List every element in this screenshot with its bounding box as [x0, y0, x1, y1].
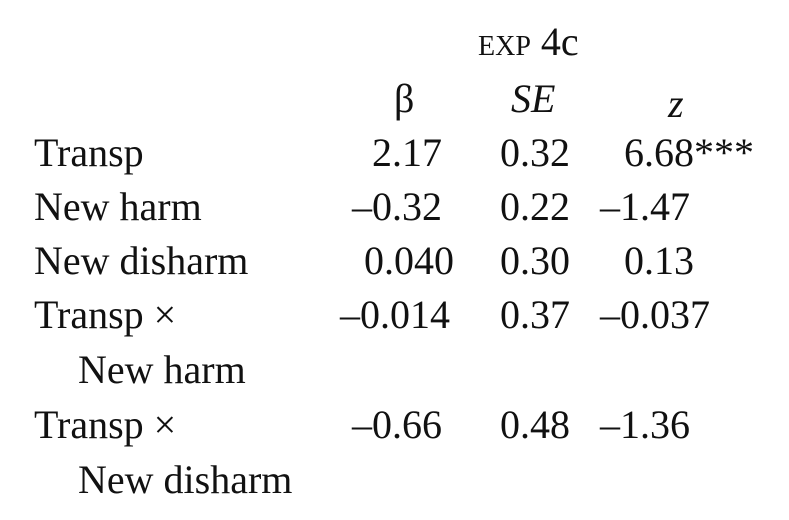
- column-header-beta: β: [394, 76, 415, 121]
- row-label-continuation: New disharm: [78, 457, 293, 502]
- cell-se: 0.32: [500, 130, 570, 175]
- cell-se: 0.30: [500, 238, 570, 283]
- cell-z: 0.13: [624, 238, 694, 283]
- experiment-number: 4c: [540, 19, 579, 64]
- row-label-continuation: New harm: [78, 347, 246, 392]
- cell-beta: –0.66: [352, 402, 442, 447]
- cell-se: 0.48: [500, 402, 570, 447]
- experiment-label: exp: [478, 19, 531, 64]
- column-header-se: SE: [511, 76, 556, 121]
- row-label: Transp ×: [34, 292, 177, 337]
- cell-beta: 2.17: [372, 130, 442, 175]
- cell-beta: 0.040: [364, 238, 454, 283]
- cell-z: –1.47: [600, 184, 690, 229]
- cell-beta: –0.014: [340, 292, 450, 337]
- cell-beta: –0.32: [352, 184, 442, 229]
- cell-z: –0.037: [600, 292, 710, 337]
- cell-se: 0.22: [500, 184, 570, 229]
- row-label: New disharm: [34, 238, 249, 283]
- experiment-header: [478, 19, 579, 64]
- row-label: New harm: [34, 184, 202, 229]
- column-header-z: z: [668, 81, 684, 126]
- cell-z: –1.36: [600, 402, 690, 447]
- cell-se: 0.37: [500, 292, 570, 337]
- cell-z: 6.68***: [624, 130, 754, 175]
- row-label: Transp ×: [34, 402, 177, 447]
- row-label: Transp: [34, 130, 144, 175]
